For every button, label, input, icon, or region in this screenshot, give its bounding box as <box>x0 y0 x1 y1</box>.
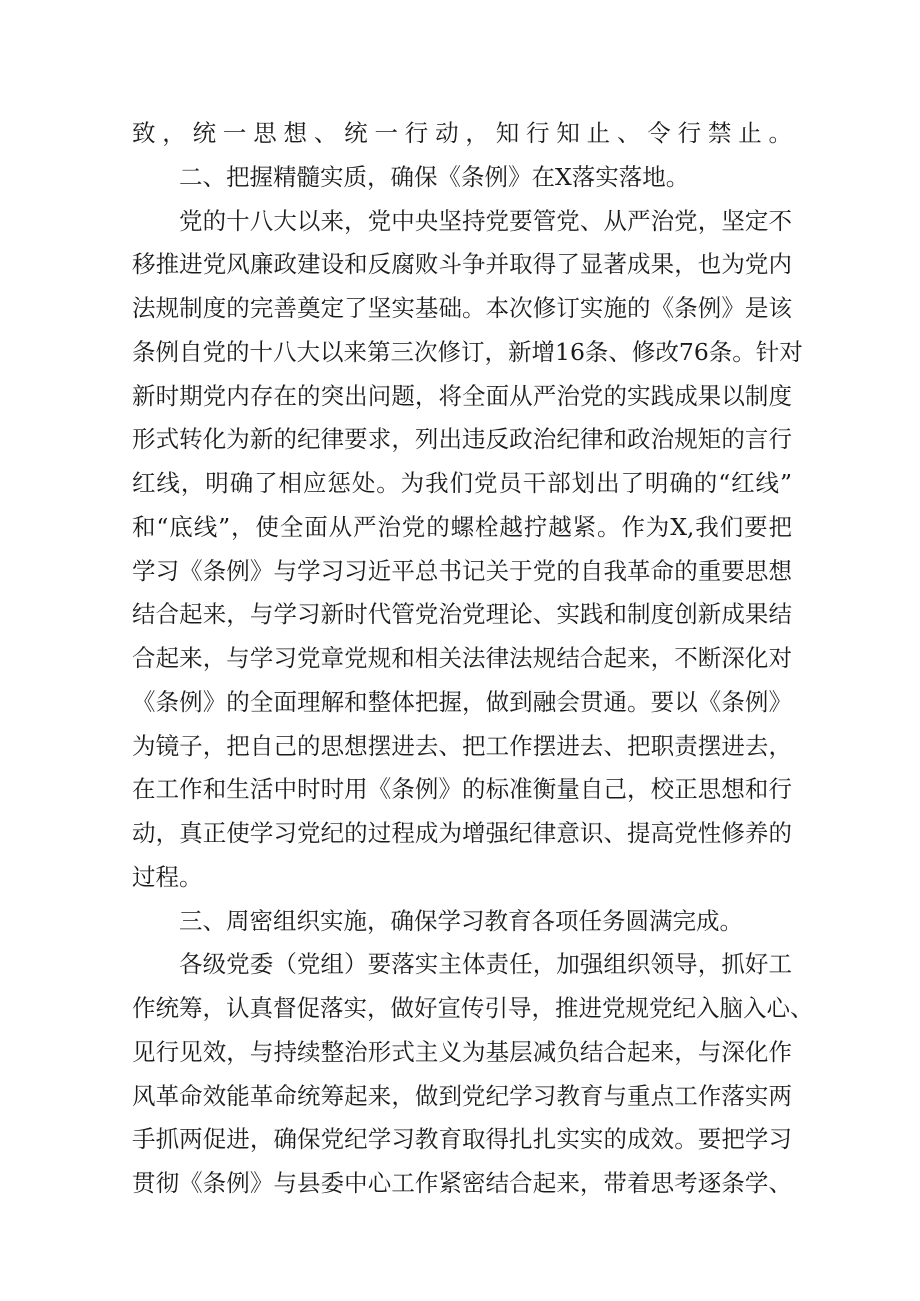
paragraph-line: 致，统一思想、统一行动，知行知止、令行禁止。 <box>132 119 792 147</box>
paragraph-line: 党的十八大以来，党中央坚持党要管党、从严治党，坚定不 <box>179 206 792 235</box>
paragraph-line: 风革命效能革命统筹起来，做到党纪学习教育与重点工作落实两 <box>132 1081 792 1110</box>
paragraph-line: 学习《条例》与学习习近平总书记关于党的自我革命的重要思想 <box>132 556 792 585</box>
paragraph-line: 过程。 <box>132 862 203 891</box>
paragraph-line: 动，真正使学习党纪的过程成为增强纪律意识、提高党性修养的 <box>132 819 792 847</box>
paragraph-line: 新时期党内存在的突出问题，将全面从严治党的实践成果以制度 <box>132 381 792 410</box>
paragraph-line: 见行见效，与持续整治形式主义为基层减负结合起来，与深化作 <box>132 1037 792 1066</box>
paragraph-line: 《条例》的全面理解和整体把握，做到融会贯通。要以《条例》 <box>132 687 792 716</box>
paragraph-line: 和“底线”，使全面从严治党的螺栓越拧越紧。作为X,我们要把 <box>132 512 792 541</box>
paragraph-line: 在工作和生活中时时用《条例》的标准衡量自己，校正思想和行 <box>132 775 792 804</box>
paragraph-line: 作统筹，认真督促落实，做好宣传引导，推进党规党纪入脑入心、 <box>132 994 814 1022</box>
document-body <box>132 112 814 1206</box>
paragraph-line: 贯彻《条例》与县委中心工作紧密结合起来，带着思考逐条学、 <box>132 1169 792 1197</box>
paragraph-line: 为镜子，把自己的思想摆进去、把工作摆进去、把职责摆进去， <box>132 731 792 760</box>
paragraph-line: 红线，明确了相应惩处。为我们党员干部划出了明确的“红线” <box>132 469 792 497</box>
section-heading-3: 三、周密组织实施，确保学习教育各项任务圆满完成。 <box>179 906 743 935</box>
paragraph-line: 合起来，与学习党章党规和相关法律法规结合起来，不断深化对 <box>132 644 792 672</box>
paragraph-line: 法规制度的完善奠定了坚实基础。本次修订实施的《条例》是该 <box>132 294 792 322</box>
paragraph-line: 手抓两促进，确保党纪学习教育取得扎扎实实的成效。要把学习 <box>132 1125 792 1154</box>
paragraph-line: 移推进党风廉政建设和反腐败斗争并取得了显著成果，也为党内 <box>132 250 792 279</box>
section-heading-2: 二、把握精髓实质，确保《条例》在X落实落地。 <box>179 162 690 191</box>
paragraph-line: 形式转化为新的纪律要求，列出违反政治纪律和政治规矩的言行 <box>132 425 792 454</box>
paragraph-line: 条例自党的十八大以来第三次修订，新增16条、修改76条。针对 <box>132 337 803 366</box>
paragraph-line: 结合起来，与学习新时代管党治党理论、实践和制度创新成果结 <box>132 600 792 629</box>
paragraph-line: 各级党委（党组）要落实主体责任，加强组织领导，抓好工 <box>179 950 792 979</box>
